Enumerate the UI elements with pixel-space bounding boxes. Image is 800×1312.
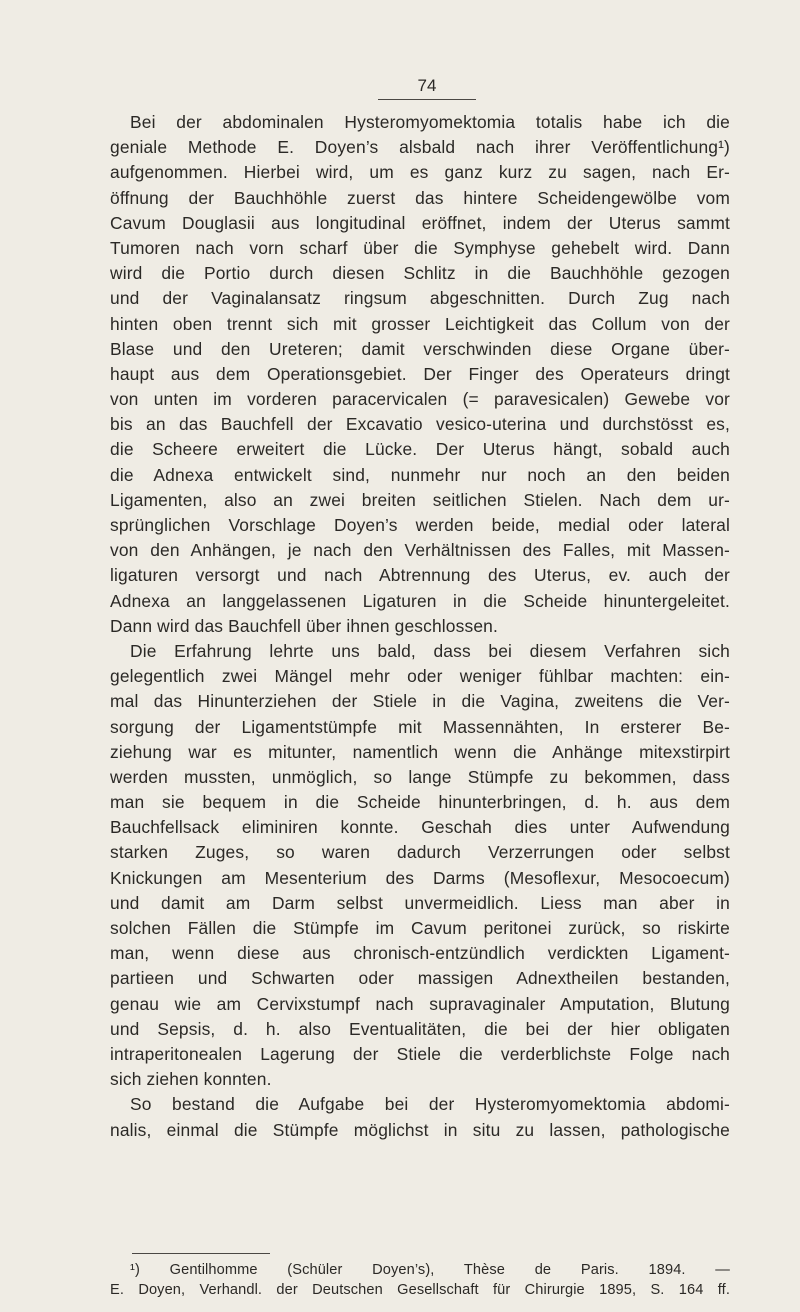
text-line: die Scheere erweitert die Lücke. Der Uterus hängt, sobald auch [110, 439, 730, 460]
text-line: man sie bequem in die Scheide hinunterbringen, d. h. aus dem [110, 792, 730, 813]
text-line: bis an das Bauchfell der Excavatio vesico-uterina und durchstösst es, [110, 414, 730, 435]
body-text [110, 110, 730, 1143]
text-line: Ligamenten, also an zwei breiten seitlichen Stielen. Nach dem ur- [110, 489, 730, 510]
page-number-rule [378, 99, 476, 100]
text-line: genau wie am Cervixstumpf nach supravaginaler Amputation, Blutung [110, 993, 730, 1014]
text-line: die Adnexa entwickelt sind, nunmehr nur noch an den beiden [110, 464, 730, 485]
text-line: sprünglichen Vorschlage Doyen’s werden beide, medial oder lateral [110, 515, 730, 535]
text-line: ziehung war es mitunter, namentlich wenn die Anhänge mitexstirpirt [110, 741, 730, 762]
text-line: Bei der abdominalen Hysteromyomektomia totalis habe ich die [130, 112, 730, 132]
text-line: sorgung der Ligamentstümpfe mit Massennähten, In ersterer Be- [110, 716, 730, 737]
text-line: aufgenommen. Hierbei wird, um es ganz kurz zu sagen, nach Er- [110, 162, 730, 183]
footnote-line: ¹) Gentilhomme (Schüler Doyen’s), Thèse de Paris. 1894. — [130, 1262, 730, 1278]
text-line: man, wenn diese aus chronisch-entzündlich verdickten Ligament- [110, 943, 730, 964]
text-line: öffnung der Bauchhöhle zuerst das hintere Scheidengewölbe vom [110, 187, 730, 208]
text-line: So bestand die Aufgabe bei der Hysteromyomektomia abdomi- [130, 1094, 730, 1115]
text-line: Adnexa an langgelassenen Ligaturen in die Scheide hinuntergeleitet. [110, 590, 730, 611]
text-line: wird die Portio durch diesen Schlitz in die Bauchhöhle gezogen [110, 263, 730, 284]
page-number: 74 [417, 76, 437, 95]
text-line: partieen und Schwarten oder massigen Adnextheilen bestanden, [110, 968, 730, 989]
text-line: intraperitonealen Lagerung der Stiele die verderblichste Folge nach [110, 1043, 730, 1064]
text-line: Tumoren nach vorn scharf über die Symphyse gehebelt wird. Dann [110, 237, 730, 258]
footnote-rule [132, 1253, 270, 1254]
text-line: Blase und den Ureteren; damit verschwinden diese Organe über- [110, 338, 730, 359]
text-line: werden mussten, unmöglich, so lange Stümpfe zu bekommen, dass [110, 766, 730, 787]
text-line: von den Anhängen, je nach den Verhältnissen des Falles, mit Massen- [110, 540, 730, 561]
text-line: gelegentlich zwei Mängel mehr oder weniger fühlbar machten: ein- [110, 666, 730, 687]
text-line: nalis, einmal die Stümpfe möglichst in situ zu lassen, pathologische [110, 1119, 730, 1140]
text-line: Dann wird das Bauchfell über ihnen geschlossen. [110, 615, 498, 636]
text-line: und der Vaginalansatz ringsum abgeschnitten. Durch Zug nach [110, 288, 730, 309]
footnote-line: E. Doyen, Verhandl. der Deutschen Gesellschaft für Chirurgie 1895, S. 164 ff. [110, 1282, 730, 1298]
text-line: Knickungen am Mesenterium des Darms (Mesoflexur, Mesocoecum) [110, 867, 730, 888]
text-line: Cavum Douglasii aus longitudinal eröffnet, indem der Uterus sammt [110, 212, 730, 233]
text-line: haupt aus dem Operationsgebiet. Der Finger des Operateurs dringt [110, 363, 730, 384]
text-line: Bauchfellsack eliminiren konnte. Geschah dies unter Aufwendung [110, 817, 730, 838]
text-line: und damit am Darm selbst unvermeidlich. Liess man aber in [110, 892, 730, 913]
text-line: Die Erfahrung lehrte uns bald, dass bei diesem Verfahren sich [130, 640, 730, 661]
text-line: mal das Hinunterziehen der Stiele in die Vagina, zweitens die Ver- [110, 691, 730, 712]
text-line: solchen Fällen die Stümpfe im Cavum peritonei zurück, so riskirte [110, 918, 730, 938]
text-line: sich ziehen konnten. [110, 1069, 272, 1090]
footnotes [110, 1260, 730, 1300]
text-line: hinten oben trennt sich mit grosser Leichtigkeit das Collum von der [110, 313, 730, 334]
text-line: geniale Methode E. Doyen’s alsbald nach ihrer Veröffentlichung¹) [110, 137, 730, 158]
text-line: starken Zuges, so waren dadurch Verzerrungen oder selbst [110, 842, 730, 863]
text-line: von unten im vorderen paracervicalen (= paravesicalen) Gewebe vor [110, 389, 730, 410]
text-line: ligaturen versorgt und nach Abtrennung des Uterus, ev. auch der [110, 565, 730, 586]
text-line: und Sepsis, d. h. also Eventualitäten, die bei der hier obligaten [110, 1018, 730, 1039]
